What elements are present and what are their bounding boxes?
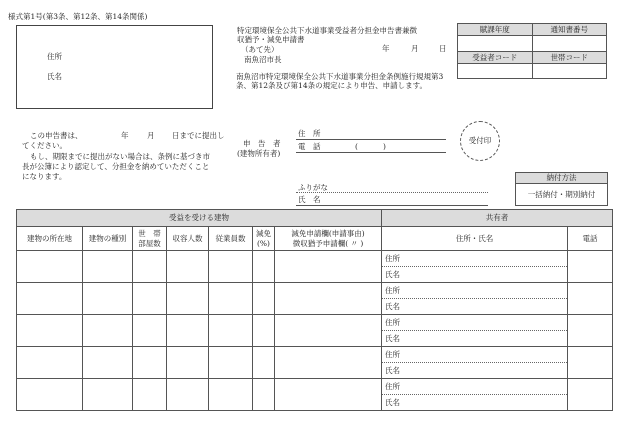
cell-employees[interactable] bbox=[209, 251, 253, 283]
cell-employees[interactable] bbox=[209, 283, 253, 315]
reception-stamp bbox=[460, 121, 500, 161]
notice-line1-b: 日までに提出し bbox=[172, 131, 225, 140]
coowner-name-label: 氏名 bbox=[385, 398, 401, 407]
notice-no-header: 通知書番号 bbox=[532, 24, 607, 36]
cell-phone[interactable] bbox=[568, 315, 613, 347]
addressee: 南魚沼市長 bbox=[244, 55, 282, 64]
cell-reduction[interactable] bbox=[253, 347, 275, 379]
cell-reduction[interactable] bbox=[253, 315, 275, 347]
col-reduction bbox=[253, 227, 275, 251]
reception-stamp-label: 受付印 bbox=[468, 136, 492, 146]
title-line1: 特定環境保全公共下水道事業受益者分担金申告書兼徴 bbox=[237, 26, 417, 35]
cell-reason[interactable] bbox=[275, 347, 382, 379]
cell-coowner[interactable] bbox=[382, 379, 568, 411]
title-line2: 収猶予・減免申請書 bbox=[237, 35, 305, 44]
cell-floors[interactable] bbox=[133, 283, 167, 315]
phone-paren-close: ) bbox=[383, 142, 386, 151]
col-capacity: 収容人数 bbox=[167, 227, 209, 251]
coowner-address[interactable] bbox=[382, 347, 567, 362]
cell-coowner[interactable] bbox=[382, 315, 568, 347]
col-reduction-unit: (%) bbox=[257, 238, 270, 248]
notice-no-cell[interactable] bbox=[532, 36, 607, 52]
cell-coowner[interactable] bbox=[382, 283, 568, 315]
cell-coowner[interactable] bbox=[382, 251, 568, 283]
coowner-address[interactable] bbox=[382, 315, 567, 330]
name-label: 氏名 bbox=[47, 72, 62, 81]
cell-phone[interactable] bbox=[568, 251, 613, 283]
notice-line1-a: この申告書は、 bbox=[30, 131, 83, 140]
address-box[interactable] bbox=[16, 25, 213, 109]
beneficiary-code-cell[interactable] bbox=[458, 64, 533, 79]
coowner-name[interactable] bbox=[382, 330, 567, 346]
notice-month: 月 bbox=[147, 131, 155, 140]
col-reason bbox=[275, 227, 382, 251]
col-reason-bottom: 徴収猶予申請欄( 〃 ) bbox=[292, 238, 364, 248]
cell-floors[interactable] bbox=[133, 315, 167, 347]
beneficiary-code-header: 受益者コード bbox=[458, 52, 533, 64]
col-reduction-top: 減免 bbox=[256, 229, 271, 239]
coowner-name-label: 氏名 bbox=[385, 302, 401, 311]
declarant-phone-label: 電 話 bbox=[298, 142, 321, 151]
cell-capacity[interactable] bbox=[167, 251, 209, 283]
payment-table bbox=[515, 172, 608, 206]
cell-location[interactable] bbox=[17, 283, 83, 315]
table-row bbox=[17, 315, 613, 347]
cell-floors[interactable] bbox=[133, 379, 167, 411]
household-code-header: 世帯コード bbox=[532, 52, 607, 64]
cell-type[interactable] bbox=[83, 251, 133, 283]
notice-line2: てください。 bbox=[22, 141, 67, 150]
col-reason-top: 減免申請欄(申請事由) bbox=[291, 229, 365, 239]
coowner-address-label: 住所 bbox=[385, 382, 401, 391]
cell-phone[interactable] bbox=[568, 379, 613, 411]
declarant-label: 申 告 者 bbox=[243, 139, 281, 148]
col-floors-bottom: 部屋数 bbox=[138, 238, 161, 248]
table-row bbox=[17, 379, 613, 411]
cell-location[interactable] bbox=[17, 347, 83, 379]
coowner-name-label: 氏名 bbox=[385, 334, 401, 343]
declarant-sublabel: (建物所有者) bbox=[237, 149, 281, 158]
coowner-name[interactable] bbox=[382, 394, 567, 410]
notice-line3: もし、期限までに提出がない場合は、条例に基づき市 bbox=[30, 152, 210, 161]
cell-reduction[interactable] bbox=[253, 251, 275, 283]
furigana-line[interactable] bbox=[296, 192, 488, 193]
form-number: 様式第1号(第3条、第12条、第14条関係) bbox=[8, 12, 148, 21]
notice-line5: になります。 bbox=[22, 172, 67, 181]
cell-reduction[interactable] bbox=[253, 379, 275, 411]
cell-employees[interactable] bbox=[209, 379, 253, 411]
coowner-address-label: 住所 bbox=[385, 254, 401, 263]
cell-location[interactable] bbox=[17, 315, 83, 347]
tax-year-header: 賦課年度 bbox=[458, 24, 533, 36]
cell-type[interactable] bbox=[83, 347, 133, 379]
col-type: 建物の種別 bbox=[83, 227, 133, 251]
group-coowner-header: 共有者 bbox=[382, 210, 613, 227]
cell-reason[interactable] bbox=[275, 379, 382, 411]
cell-reason[interactable] bbox=[275, 315, 382, 347]
date-year: 年 bbox=[382, 44, 390, 53]
coowner-name[interactable] bbox=[382, 362, 567, 378]
declarant-address-label: 住 所 bbox=[298, 129, 321, 138]
payment-option[interactable]: 一括納付・期別納付 bbox=[516, 184, 608, 206]
cell-coowner[interactable] bbox=[382, 347, 568, 379]
admin-table bbox=[457, 23, 607, 79]
col-floors-top: 世 帯 bbox=[138, 229, 161, 239]
cell-capacity[interactable] bbox=[167, 315, 209, 347]
col-employees: 従業員数 bbox=[209, 227, 253, 251]
table-row bbox=[17, 251, 613, 283]
notice-line4: 長が公簿により認定して、分担金を納めていただくこと bbox=[22, 162, 210, 171]
date-month: 月 bbox=[411, 44, 419, 53]
phone-paren-open: ( bbox=[355, 142, 358, 151]
table-row bbox=[17, 283, 613, 315]
cell-type[interactable] bbox=[83, 283, 133, 315]
cell-phone[interactable] bbox=[568, 283, 613, 315]
date-day: 日 bbox=[439, 44, 447, 53]
col-location: 建物の所在地 bbox=[17, 227, 83, 251]
col-address-name: 住所・氏名 bbox=[382, 227, 568, 251]
cell-floors[interactable] bbox=[133, 347, 167, 379]
coowner-name[interactable] bbox=[382, 266, 567, 282]
cell-type[interactable] bbox=[83, 379, 133, 411]
notice-year: 年 bbox=[121, 131, 129, 140]
coowner-address[interactable] bbox=[382, 283, 567, 298]
cell-floors[interactable] bbox=[133, 251, 167, 283]
declarant-phone-line[interactable] bbox=[296, 152, 446, 153]
cell-capacity[interactable] bbox=[167, 379, 209, 411]
coowner-address-label: 住所 bbox=[385, 318, 401, 327]
cell-reason[interactable] bbox=[275, 283, 382, 315]
coowner-name-label: 氏名 bbox=[385, 270, 401, 279]
cell-employees[interactable] bbox=[209, 315, 253, 347]
declarant-address-line[interactable] bbox=[296, 139, 446, 140]
group-building-header: 受益を受ける建物 bbox=[17, 210, 382, 227]
cell-employees[interactable] bbox=[209, 347, 253, 379]
coowner-name[interactable] bbox=[382, 298, 567, 314]
coowner-address-label: 住所 bbox=[385, 350, 401, 359]
cell-reduction[interactable] bbox=[253, 283, 275, 315]
declarant-name-label: 氏 名 bbox=[298, 195, 321, 204]
tax-year-cell[interactable] bbox=[458, 36, 533, 52]
declarant-name-line[interactable] bbox=[296, 205, 488, 206]
cell-location[interactable] bbox=[17, 251, 83, 283]
cell-type[interactable] bbox=[83, 315, 133, 347]
coowner-name-label: 氏名 bbox=[385, 366, 401, 375]
cell-capacity[interactable] bbox=[167, 283, 209, 315]
payment-header: 納付方法 bbox=[516, 173, 608, 184]
cell-reason[interactable] bbox=[275, 251, 382, 283]
cell-phone[interactable] bbox=[568, 347, 613, 379]
cell-capacity[interactable] bbox=[167, 347, 209, 379]
address-label: 住所 bbox=[47, 52, 62, 61]
coowner-address[interactable] bbox=[382, 379, 567, 394]
col-floors bbox=[133, 227, 167, 251]
coowner-address-label: 住所 bbox=[385, 286, 401, 295]
addressee-prefix: （あて先） bbox=[241, 45, 279, 54]
table-row bbox=[17, 347, 613, 379]
household-code-cell[interactable] bbox=[532, 64, 607, 79]
main-table bbox=[16, 209, 613, 411]
cell-location[interactable] bbox=[17, 379, 83, 411]
regulation-text: 南魚沼市特定環境保全公共下水道事業分担金条例施行規規第3条、第12条及び第14条の規定により申告、申請します。 bbox=[236, 72, 444, 91]
furigana-label: ふりがな bbox=[298, 183, 328, 192]
coowner-address[interactable] bbox=[382, 251, 567, 266]
col-phone: 電話 bbox=[568, 227, 613, 251]
